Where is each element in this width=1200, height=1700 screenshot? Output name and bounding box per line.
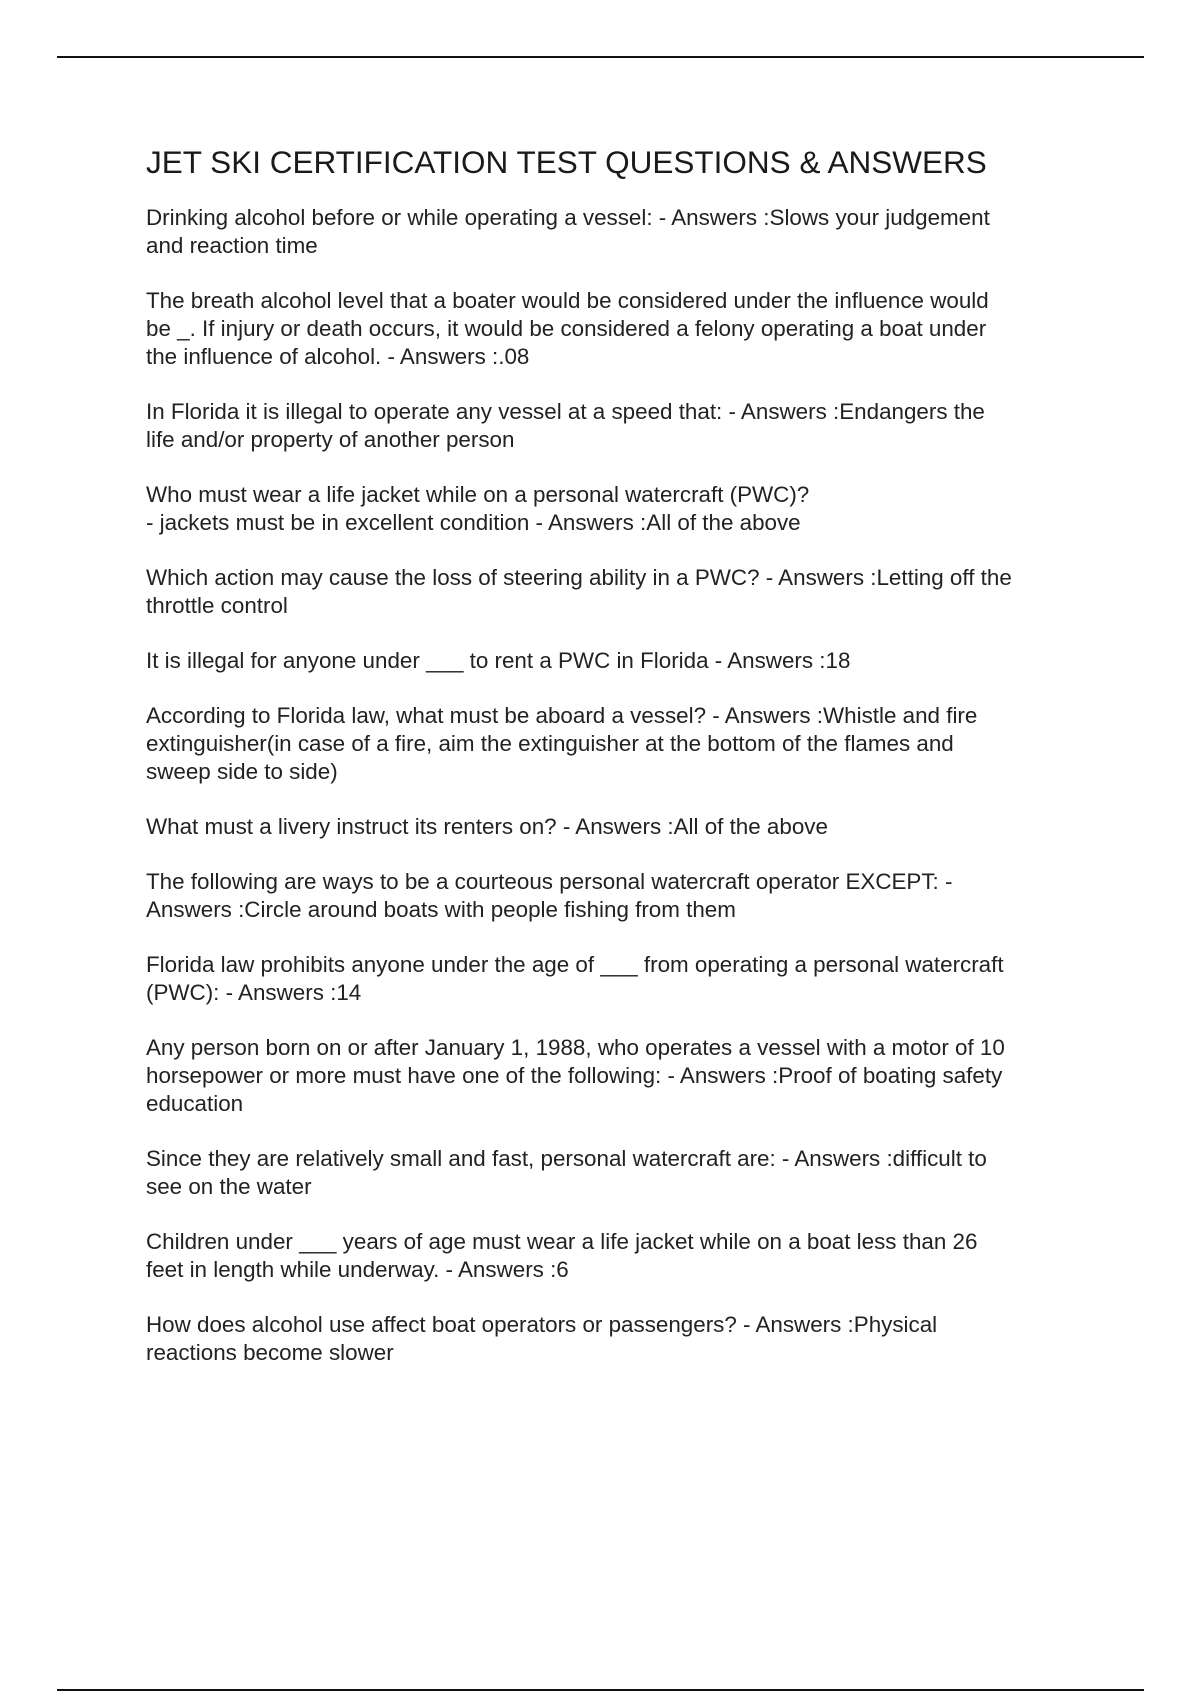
qa-line: Answers :Circle around boats with people fishing from them <box>146 897 736 922</box>
qa-line: How does alcohol use affect boat operators or passengers? - Answers :Physical <box>146 1312 938 1337</box>
qa-line: Since they are relatively small and fast, personal watercraft are: - Answers :difficult to <box>146 1146 987 1171</box>
qa-line: Children under ___ years of age must wear a life jacket while on a boat less than 26 <box>146 1229 978 1254</box>
qa-line: Which action may cause the loss of steering ability in a PWC? - Answers :Letting off the <box>146 565 1012 590</box>
qa-line: What must a livery instruct its renters on? - Answers :All of the above <box>146 814 828 839</box>
qa-item <box>146 564 1091 620</box>
qa-line: horsepower or more must have one of the following: - Answers :Proof of boating safety <box>146 1063 1003 1088</box>
qa-item <box>146 813 1091 841</box>
qa-line: (PWC): - Answers :14 <box>146 980 362 1005</box>
qa-item <box>146 287 1091 371</box>
qa-line: Any person born on or after January 1, 1988, who operates a vessel with a motor of 10 <box>146 1035 1005 1060</box>
qa-item <box>146 702 1091 786</box>
qa-item <box>146 951 1091 1007</box>
qa-item <box>146 1311 1091 1367</box>
qa-line: - jackets must be in excellent condition - Answers :All of the above <box>146 510 801 535</box>
bottom-divider <box>57 1689 1144 1691</box>
qa-item <box>146 1034 1091 1118</box>
qa-item <box>146 204 1091 260</box>
qa-line: see on the water <box>146 1174 312 1199</box>
qa-line: reactions become slower <box>146 1340 394 1365</box>
qa-item <box>146 868 1091 924</box>
qa-line: Florida law prohibits anyone under the age of ___ from operating a personal watercraft <box>146 952 1004 977</box>
qa-line: education <box>146 1091 244 1116</box>
qa-item <box>146 1228 1091 1284</box>
top-divider <box>57 56 1144 58</box>
qa-line: and reaction time <box>146 233 318 258</box>
qa-line: In Florida it is illegal to operate any vessel at a speed that: - Answers :Endangers the <box>146 399 985 424</box>
qa-item <box>146 398 1091 454</box>
qa-line: The breath alcohol level that a boater would be considered under the influence would <box>146 288 989 313</box>
page-title: JET SKI CERTIFICATION TEST QUESTIONS & ANSWERS <box>146 144 987 180</box>
qa-line: life and/or property of another person <box>146 427 515 452</box>
qa-line: sweep side to side) <box>146 759 338 784</box>
qa-line: feet in length while underway. - Answers :6 <box>146 1257 569 1282</box>
qa-line: extinguisher(in case of a fire, aim the extinguisher at the bottom of the flames and <box>146 731 954 756</box>
qa-line: Who must wear a life jacket while on a personal watercraft (PWC)? <box>146 482 810 507</box>
qa-list <box>146 204 1091 1367</box>
qa-item <box>146 481 1091 537</box>
qa-line: throttle control <box>146 593 288 618</box>
qa-line: the influence of alcohol. - Answers :.08 <box>146 344 530 369</box>
qa-line: Drinking alcohol before or while operating a vessel: - Answers :Slows your judgement <box>146 205 990 230</box>
qa-item <box>146 1145 1091 1201</box>
qa-line: According to Florida law, what must be aboard a vessel? - Answers :Whistle and fire <box>146 703 978 728</box>
qa-line: The following are ways to be a courteous personal watercraft operator EXCEPT: - <box>146 869 953 894</box>
qa-item <box>146 647 1091 675</box>
qa-line: It is illegal for anyone under ___ to rent a PWC in Florida - Answers :18 <box>146 648 851 673</box>
qa-line: be _. If injury or death occurs, it would be considered a felony operating a boat under <box>146 316 987 341</box>
document-body <box>146 142 1091 1394</box>
